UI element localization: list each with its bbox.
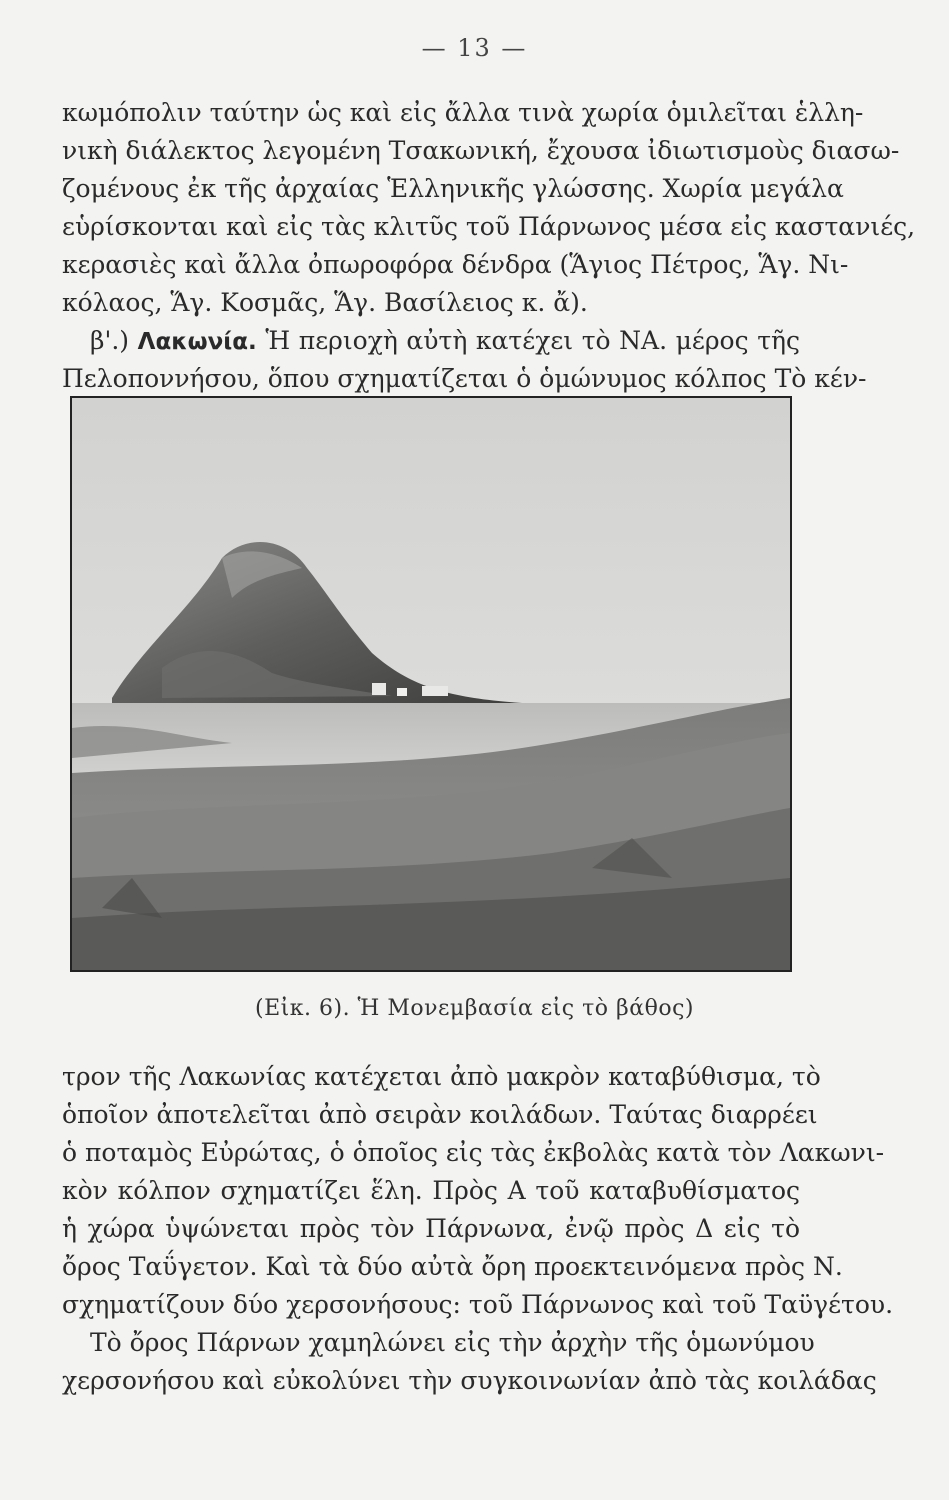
bottom-paragraph (62, 1058, 894, 1324)
top-paragraph (62, 94, 916, 322)
text-line: νικὴ διάλεκτος λεγομένη Τσακωνική, ἔχουσα ἰδιωτισμοὺς διασω- (62, 136, 900, 165)
text-line: κόλαος, Ἅγ. Κοσμᾶς, Ἅγ. Βασίλειος κ. ἄ). (62, 288, 588, 317)
text-line: εὑρίσκονται καὶ εἰς τὰς κλιτῦς τοῦ Πάρνωνος μέσα εἰς καστανιές, (62, 212, 916, 241)
text-line: κὸν κόλπον σχηματίζει ἕλη. Πρὸς Α τοῦ καταβυθίσματος (62, 1176, 800, 1205)
text-line: ζομένους ἐκ τῆς ἀρχαίας Ἑλληνικῆς γλώσσης. Χωρία μεγάλα (62, 174, 844, 203)
text-line: Τὸ ὄρος Πάρνων χαμηλώνει εἰς τὴν ἀρχὴν τῆς ὁμωνύμου (90, 1328, 815, 1357)
text-line: ὄρος Ταΰγετον. Καὶ τὰ δύο αὐτὰ ὄρη προεκτεινόμενα πρὸς Ν. (62, 1252, 843, 1281)
photo-monemvasia (70, 396, 792, 972)
figure-caption: (Εἰκ. 6). Ἡ Μονεμβασία εἰς τὸ βάθος) (254, 996, 695, 1021)
text-line: χερσονήσου καὶ εὐκολύνει τὴν συγκοινωνίαν ἀπὸ τὰς κοιλάδας (62, 1366, 877, 1395)
text-line: κωμόπολιν ταύτην ὡς καὶ εἰς ἄλλα τινὰ χωρία ὁμιλεῖται ἑλλη- (62, 98, 864, 127)
photo-illustration (72, 398, 790, 970)
text-line: ὁ ποταμὸς Εὐρώτας, ὁ ὁποῖος εἰς τὰς ἐκβολὰς κατὰ τὸν Λακωνι- (62, 1138, 885, 1167)
text-line: ὁποῖον ἀποτελεῖται ἀπὸ σειρὰν κοιλάδων. Ταύτας διαρρέει (62, 1100, 818, 1129)
last-paragraph (62, 1324, 877, 1400)
section-text: Ἡ περιοχὴ αὐτὴ κατέχει τὸ ΝΑ. μέρος τῆς (265, 326, 801, 355)
section-laconia (62, 322, 867, 398)
section-marker: β'.) (90, 326, 130, 355)
text-line: τρον τῆς Λακωνίας κατέχεται ἀπὸ μακρὸν καταβύθισμα, τὸ (62, 1062, 821, 1091)
text-line: ἡ χώρα ὑψώνεται πρὸς τὸν Πάρνωνα, ἐνῷ πρὸς Δ εἰς τὸ (62, 1214, 800, 1243)
section-heading-line (62, 322, 800, 360)
section-heading: Λακωνία. (137, 329, 257, 355)
page-number: — 13 — (421, 34, 528, 62)
text-line: Πελοποννήσου, ὅπου σχηματίζεται ὁ ὁμώνυμος κόλπος Τὸ κέν- (62, 364, 867, 393)
text-line: σχηματίζουν δύο χερσονήσους: τοῦ Πάρνωνος καὶ τοῦ Ταϋγέτου. (62, 1290, 894, 1319)
text-line: κερασιὲς καὶ ἄλλα ὀπωροφόρα δένδρα (Ἅγιος Πέτρος, Ἅγ. Νι- (62, 250, 849, 279)
